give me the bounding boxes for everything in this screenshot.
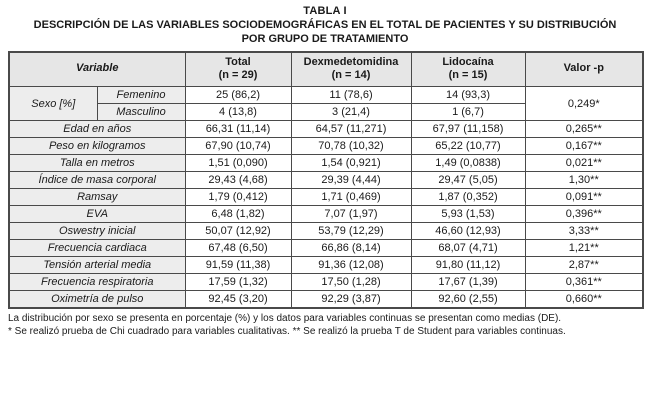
cell-sexo-masculino-dex: 3 (21,4) — [291, 104, 411, 121]
cell-lido: 46,60 (12,93) — [411, 223, 525, 240]
cell-lido: 65,22 (10,77) — [411, 138, 525, 155]
cell-pvalue: 3,33** — [525, 223, 643, 240]
cell-total: 6,48 (1,82) — [185, 206, 291, 223]
header-pvalue: Valor -p — [525, 52, 643, 87]
footnote-tests: * Se realizó prueba de Chi cuadrado para variables cualitativas. ** Se realizó la prueba T de Student para variables continuas. — [8, 326, 566, 338]
table-row-frecuencia-respiratoria — [9, 274, 643, 291]
cell-total: 67,90 (10,74) — [185, 138, 291, 155]
header-lido-label: Lidocaína — [442, 55, 494, 68]
header-lidocaina — [411, 52, 525, 87]
cell-dex: 1,54 (0,921) — [291, 155, 411, 172]
header-variable: Variable — [9, 52, 185, 87]
cell-pvalue: 0,167** — [525, 138, 643, 155]
cell-pvalue: 0,265** — [525, 121, 643, 138]
header-dex-n: (n = 14) — [331, 69, 371, 82]
cell-lido: 5,93 (1,53) — [411, 206, 525, 223]
row-sublabel-masculino: Masculino — [97, 104, 185, 121]
cell-total: 91,59 (11,38) — [185, 257, 291, 274]
cell-sexo-masculino-lido: 1 (6,7) — [411, 104, 525, 121]
table-row-oximetria — [9, 291, 643, 309]
cell-lido: 91,80 (11,12) — [411, 257, 525, 274]
table-caption: DESCRIPCIÓN DE LAS VARIABLES SOCIODEMOGRÁFICAS EN EL TOTAL DE PACIENTES Y SU DISTRIBUCIÓN POR GRUPO DE TRATAMIENTO — [33, 19, 617, 46]
cell-total: 66,31 (11,14) — [185, 121, 291, 138]
cell-total: 67,48 (6,50) — [185, 240, 291, 257]
table-label: TABLA I — [303, 5, 347, 17]
cell-dex: 91,36 (12,08) — [291, 257, 411, 274]
table-row-frecuencia-cardiaca — [9, 240, 643, 257]
cell-pvalue: 1,21** — [525, 240, 643, 257]
row-label-sexo: Sexo [%] — [9, 87, 97, 121]
row-label: Tensión arterial media — [9, 257, 185, 274]
cell-lido: 17,67 (1,39) — [411, 274, 525, 291]
header-total-label: Total — [225, 55, 251, 68]
table-row-ramsay — [9, 189, 643, 206]
cell-lido: 92,60 (2,55) — [411, 291, 525, 309]
cell-sexo-masculino-total: 4 (13,8) — [185, 104, 291, 121]
cell-lido: 29,47 (5,05) — [411, 172, 525, 189]
row-label: Frecuencia respiratoria — [9, 274, 185, 291]
cell-dex: 70,78 (10,32) — [291, 138, 411, 155]
row-sublabel-femenino: Femenino — [97, 87, 185, 104]
header-dex-label: Dexmedetomidina — [303, 55, 399, 68]
row-label: Oswestry inicial — [9, 223, 185, 240]
cell-total: 29,43 (4,68) — [185, 172, 291, 189]
cell-dex: 53,79 (12,29) — [291, 223, 411, 240]
cell-sexo-femenino-dex: 11 (78,6) — [291, 87, 411, 104]
table-row-eva — [9, 206, 643, 223]
cell-lido: 1,49 (0,0838) — [411, 155, 525, 172]
table-row-tension-arterial — [9, 257, 643, 274]
header-total — [185, 52, 291, 87]
cell-pvalue: 0,396** — [525, 206, 643, 223]
header-row — [9, 52, 643, 87]
header-lido-n: (n = 15) — [448, 69, 488, 82]
cell-pvalue: 0,021** — [525, 155, 643, 172]
table-row-imc — [9, 172, 643, 189]
footnotes — [8, 312, 642, 338]
row-label: Oximetría de pulso — [9, 291, 185, 309]
cell-dex: 17,50 (1,28) — [291, 274, 411, 291]
cell-dex: 29,39 (4,44) — [291, 172, 411, 189]
row-label: Frecuencia cardiaca — [9, 240, 185, 257]
cell-lido: 1,87 (0,352) — [411, 189, 525, 206]
table-row-talla — [9, 155, 643, 172]
cell-total: 92,45 (3,20) — [185, 291, 291, 309]
cell-pvalue: 0,091** — [525, 189, 643, 206]
cell-dex: 7,07 (1,97) — [291, 206, 411, 223]
cell-total: 50,07 (12,92) — [185, 223, 291, 240]
cell-total: 1,79 (0,412) — [185, 189, 291, 206]
header-dexmedetomidina — [291, 52, 411, 87]
cell-dex: 1,71 (0,469) — [291, 189, 411, 206]
cell-total: 1,51 (0,090) — [185, 155, 291, 172]
cell-sexo-femenino-lido: 14 (93,3) — [411, 87, 525, 104]
table-row-peso — [9, 138, 643, 155]
cell-pvalue: 1,30** — [525, 172, 643, 189]
cell-dex: 64,57 (11,271) — [291, 121, 411, 138]
cell-dex: 66,86 (8,14) — [291, 240, 411, 257]
sociodemographic-table — [8, 51, 644, 310]
cell-pvalue: 2,87** — [525, 257, 643, 274]
row-label: Edad en años — [9, 121, 185, 138]
table-row-sexo-femenino — [9, 87, 643, 104]
cell-pvalue: 0,660** — [525, 291, 643, 309]
row-label: Ramsay — [9, 189, 185, 206]
footnote-general: La distribución por sexo se presenta en porcentaje (%) y los datos para variables continuas se presentan como medias (DE). — [8, 313, 562, 325]
cell-pvalue: 0,361** — [525, 274, 643, 291]
cell-sexo-femenino-total: 25 (86,2) — [185, 87, 291, 104]
cell-total: 17,59 (1,32) — [185, 274, 291, 291]
row-label: EVA — [9, 206, 185, 223]
row-label: Peso en kilogramos — [9, 138, 185, 155]
table-row-oswestry — [9, 223, 643, 240]
row-label: Talla en metros — [9, 155, 185, 172]
cell-lido: 67,97 (11,158) — [411, 121, 525, 138]
cell-dex: 92,29 (3,87) — [291, 291, 411, 309]
header-total-n: (n = 29) — [218, 69, 258, 82]
cell-sexo-pvalue: 0,249* — [525, 87, 643, 121]
cell-lido: 68,07 (4,71) — [411, 240, 525, 257]
row-label: Índice de masa corporal — [9, 172, 185, 189]
table-row-edad — [9, 121, 643, 138]
